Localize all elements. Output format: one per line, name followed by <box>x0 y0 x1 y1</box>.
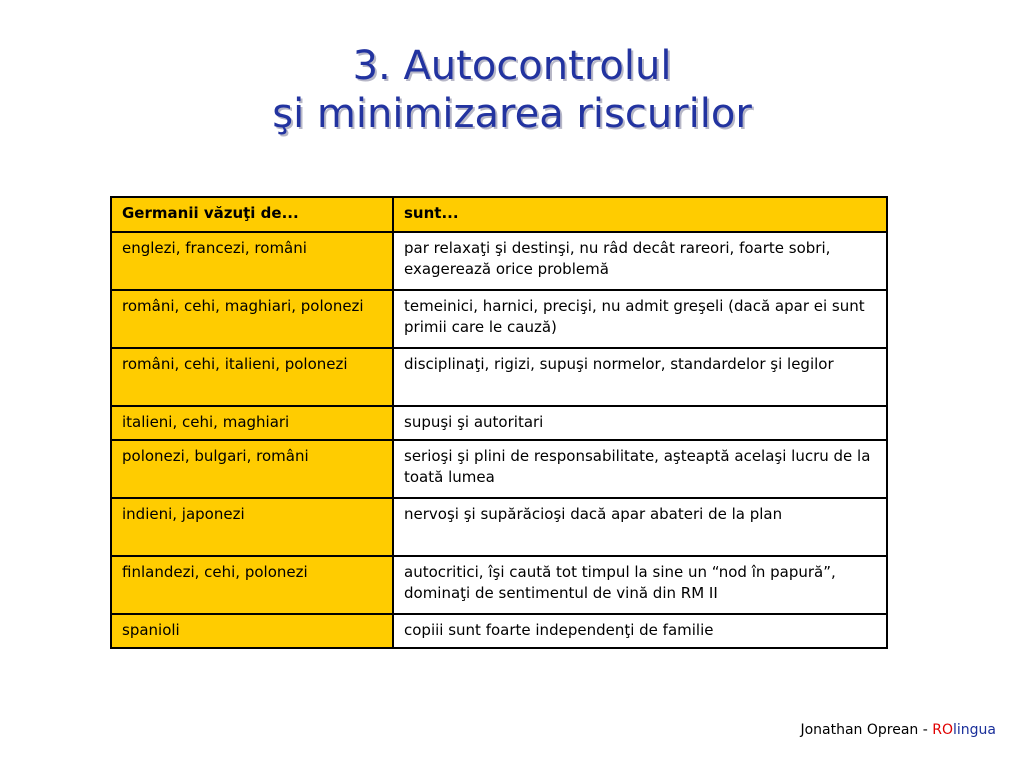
nationalities-cell: români, cehi, maghiari, polonezi <box>111 290 393 348</box>
description-cell: autocritici, îşi caută tot timpul la sine un “nod în papură”, dominaţi de sentimentul de vină din RM II <box>393 556 887 614</box>
table-row <box>111 498 887 556</box>
nationalities-cell: polonezi, bulgari, români <box>111 440 393 498</box>
nationalities-cell: indieni, japonezi <box>111 498 393 556</box>
description-cell: nervoşi şi supărăcioşi dacă apar abateri de la plan <box>393 498 887 556</box>
footer-brand-lingua: lingua <box>953 722 996 738</box>
footer-brand-ro: RO <box>932 722 953 738</box>
comparison-table <box>110 196 888 649</box>
column-header-they-are: sunt... <box>393 197 887 232</box>
table-row <box>111 290 887 348</box>
description-cell: supuşi şi autoritari <box>393 406 887 440</box>
slide-title <box>0 42 1024 138</box>
table-row <box>111 232 887 290</box>
nationalities-cell: spanioli <box>111 614 393 648</box>
nationalities-cell: italieni, cehi, maghiari <box>111 406 393 440</box>
table-row <box>111 614 887 648</box>
description-cell: par relaxaţi şi destinşi, nu râd decât rareori, foarte sobri, exagerează orice problemă <box>393 232 887 290</box>
nationalities-cell: englezi, francezi, români <box>111 232 393 290</box>
table-header-row <box>111 197 887 232</box>
description-cell: copiii sunt foarte independenţi de familie <box>393 614 887 648</box>
slide-footer <box>800 722 996 738</box>
slide-title-line-2: şi minimizarea riscurilor <box>272 91 752 137</box>
footer-author: Jonathan Oprean - <box>800 722 933 738</box>
slide-title-line-1: 3. Autocontrolul <box>352 43 672 89</box>
description-cell: temeinici, harnici, precişi, nu admit greşeli (dacă apar ei sunt primii care le cauză) <box>393 290 887 348</box>
table-row <box>111 556 887 614</box>
column-header-viewed-by: Germanii văzuţi de... <box>111 197 393 232</box>
table-row <box>111 440 887 498</box>
description-cell: serioşi şi plini de responsabilitate, aşteaptă acelaşi lucru de la toată lumea <box>393 440 887 498</box>
nationalities-cell: români, cehi, italieni, polonezi <box>111 348 393 406</box>
table-row <box>111 406 887 440</box>
table-row <box>111 348 887 406</box>
nationalities-cell: finlandezi, cehi, polonezi <box>111 556 393 614</box>
description-cell: disciplinaţi, rigizi, supuşi normelor, standardelor şi legilor <box>393 348 887 406</box>
